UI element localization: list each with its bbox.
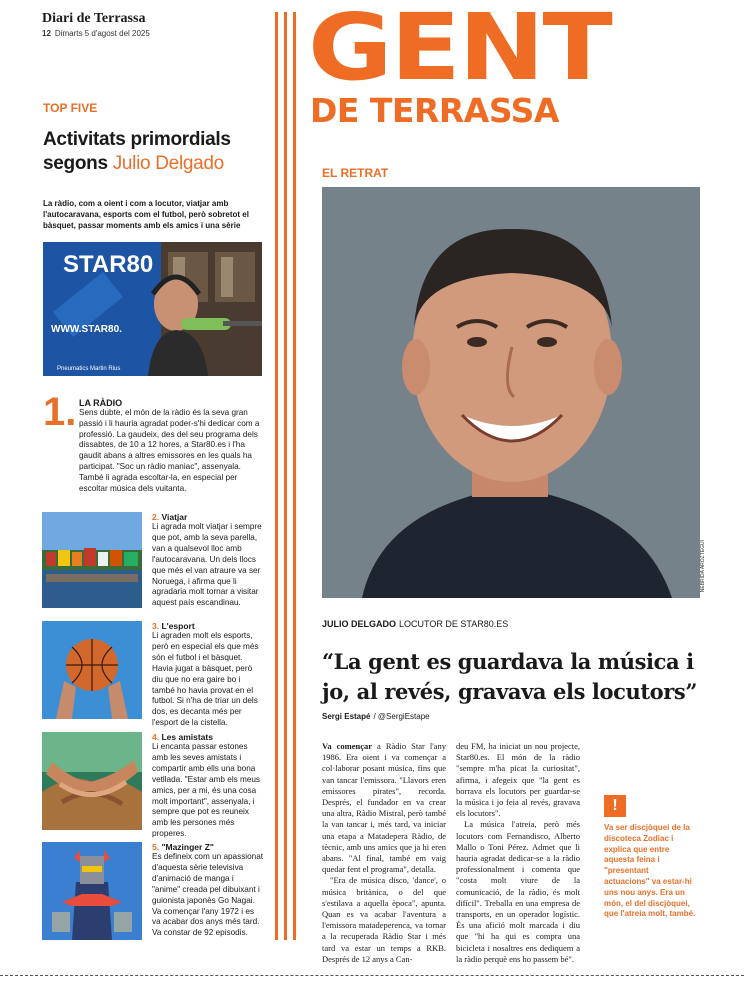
photo-caption [322, 619, 508, 629]
studio-sign-text: Pneumatics Martin Rius [57, 366, 121, 372]
left-headline [43, 128, 273, 176]
left-headline-main: Activitats primordials segons [43, 129, 231, 174]
item-title-text: L'esport [161, 621, 195, 631]
radio-studio-illustration [43, 242, 262, 376]
item-text-radio: Sens dubte, el món de la ràdio és la seva gran passió i li hauria agradat poder-s'hi dedicar com a professió. La gaudeix, des del seu programa dels dissabtes, de 10 a 12 hores, a Star80.es i l'ha gaudit abans a altres emissores en les quals ha participat. "Soc un ràdio maniac", assenyala. També li agrada escoltar-la, en especial per escoltar música dels vuitanta. [79, 408, 260, 493]
item-title-text: "Mazinger Z" [161, 842, 214, 852]
article-column-1 [322, 741, 446, 965]
byline-author: Sergi Estapé [322, 712, 371, 721]
item-title-text: Les amistats [161, 732, 213, 742]
article-lead: Va començar [322, 741, 373, 751]
page-date: Dimarts 5 d'agost del 2025 [54, 29, 150, 38]
item-number: 4. [152, 732, 160, 742]
item-text-sport: Li agraden molt els esports, però en especial els que més són el futbol i el bàsquet. Havia jugat a bàsquet, però diu que no era gaire bo i també ho havia provat en el futbol. Si n'ha de triar un dels dos, es decanta més per l'esport de la cistella. [152, 631, 259, 728]
page-cut-line [0, 975, 744, 976]
left-headline-accent: Julio Delgado [112, 153, 224, 174]
section-subtitle: DE TERRASSA [310, 91, 559, 130]
page-number: 12 [42, 29, 51, 38]
article-column-2 [456, 741, 580, 965]
studio-url-text: WWW.STAR80. [51, 324, 122, 335]
travel-photo [42, 512, 142, 608]
item-title-travel [152, 512, 187, 522]
item-title-friends [152, 732, 213, 742]
left-intro: La ràdio, com a oient i com a locutor, viatjar amb l'autocaravana, esports com el futbol, però sobretot el bàsquet, passar moments amb els amics i una sèrie [43, 199, 249, 230]
newspaper-name: Diari de Terrassa [42, 11, 146, 26]
item-number: 5. [152, 842, 160, 852]
article-paragraph: deu FM, ha iniciat un nou projecte, Star80.es. El món de la ràdio "sempre m'ha picat la curiositat", afirma, i afegeix que "la gent es borrava els locutors per guardar-se la música i jo feia al revés, gravava els locutors". [456, 741, 580, 819]
item-text-friends: Li encanta passar estones amb les seves amistats i compartir amb ells una bona vetllada. "Estar amb els meus amics, per a mi, és una cosa molt important", assenyala, i sempre que pot es reuneix amb les persones més properes. [152, 742, 261, 839]
item-title-radio: LA RÀDIO [79, 398, 123, 408]
item-text-mazinger: Es defineix com un apassionat d'aquesta sèrie televisiva d'animació de manga i "anime" creada pel dibuixant i guionista japonès Go Nagai. Va començar l'any 1972 i es va acabar dos anys més tard. Va constar de 92 episodis. [152, 852, 264, 938]
side-note: Va ser discjòquei de la discoteca Zodiac i explica que entre aquesta feina i "presentant actuacions" va estar-hi uns nou anys. Era un món, el del discjòquei, que l'atreia molt, també. [604, 823, 696, 919]
column-rule [275, 12, 278, 940]
studio-logo-text: STAR80 [63, 251, 154, 278]
item-title-text: Viatjar [161, 512, 188, 522]
basketball-photo [42, 621, 142, 719]
item-title-mazinger [152, 842, 214, 852]
portrait-photo [322, 187, 700, 598]
item-number: 3. [152, 621, 160, 631]
photo-credit: NEBRIDA ARÓZTEGUI [700, 540, 706, 593]
section-title: GENT [308, 0, 611, 101]
page-meta [42, 29, 150, 38]
column-rule [293, 12, 296, 940]
top-five-kicker: TOP FIVE [43, 101, 98, 115]
item-number: 2. [152, 512, 160, 522]
mazinger-photo [42, 842, 142, 940]
article-paragraph: La música l'atreia, però més locutors com Fernandisco, Alberto Mallo o Toni Pérez. Admet que li hauria agradat dedicar-se a la ràdio professionalment i comenta que "costa molt viure de la comunicació, de la ràdio, és molt difícil". Treballa en una empresa de transports, en un operador logístic. És una afició molt marcada i diu que "hi ha qui es compra una bicicleta i nosaltres ens dediquem a la ràdio perquè ens ho passem bé". [456, 819, 580, 964]
item-text-travel: Li agrada molt viatjar i sempre que pot, amb la seva parella, van a qualsevol lloc amb l'autocaravana. Un dels llocs que més el van atraure va ser Noruega, i afirma que li agradaria molt tornar a visitar aquest país escandinau. [152, 522, 262, 608]
headline-quote: “La gent es guardava la música i jo, al revés, gravava els locutors” [322, 649, 698, 704]
item-number-1: 1. [43, 390, 77, 434]
item-title-sport [152, 621, 195, 631]
article-paragraph: "Era de música disco, 'dance', o música britànica, o del que s'estilava a aquella època", apunta. Quan es va acabar l'aventura a l'emissora matadeperenca, va tornar a la recuperada Ràdio Star i més tard va estar un temps a RKB. Després de 12 anys a Can- [322, 875, 446, 964]
friendship-photo [42, 732, 142, 830]
byline [322, 712, 430, 721]
el-retrat-kicker: EL RETRAT [322, 166, 389, 180]
exclamation-icon: ! [604, 795, 626, 817]
caption-name: JULIO DELGADO [322, 619, 397, 629]
byline-handle: / @SergiEstape [373, 712, 430, 721]
article-paragraph: a Ràdio Star l'any 1986. Era oient i va començar a col·laborar posant música, fins que van tancar l'emissora. "Llavors eren emissores pirates", recorda. Després, el fundador en va crear una altra, Ràdio Mistral, però també la van tancar i, més tard, va iniciar una etapa a Matadepera Ràdio, de tècnic, amb uns amics que ja hi eren abans. "Al final, també em vaig quedar fent el programa", detalla. [322, 741, 447, 875]
column-rule [284, 12, 287, 940]
caption-role: LOCUTOR DE STAR80.ES [399, 619, 509, 629]
radio-studio-photo [43, 242, 262, 376]
